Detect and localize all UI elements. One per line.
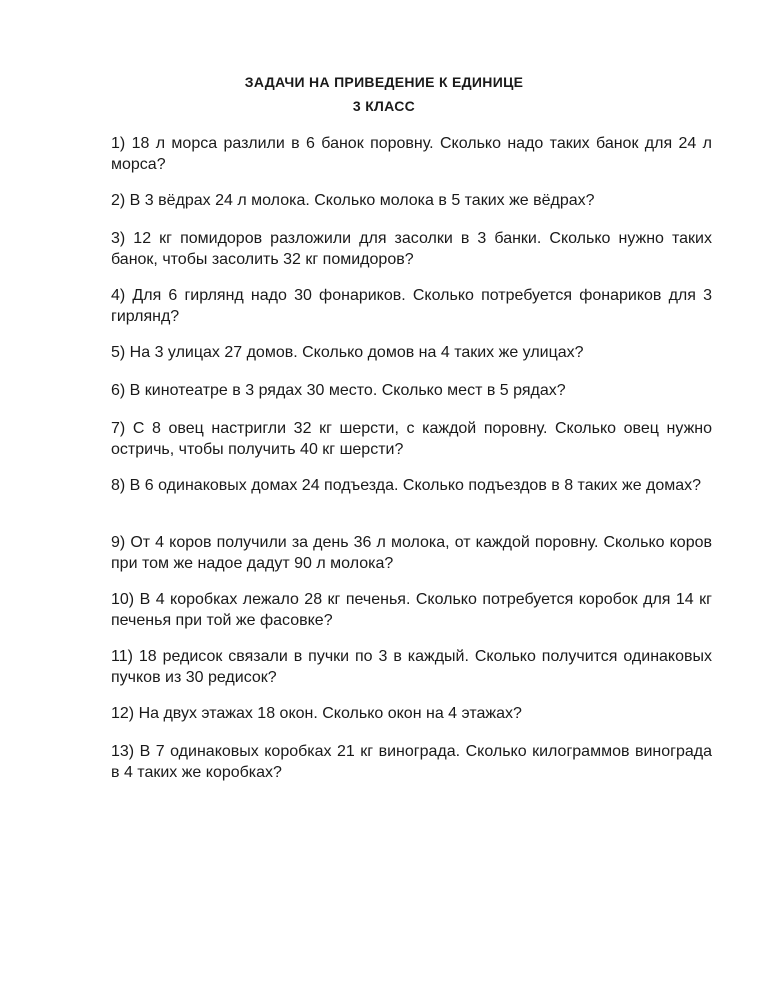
task-7: 7) С 8 овец настригли 32 кг шерсти, с каждой поровну. Сколько овец нужно остричь, чтобы получить 40 кг шерсти? [111,420,712,458]
task-10: 10) В 4 коробках лежало 28 кг печенья. Сколько потребуется коробок для 14 кг печенья при той же фасовке? [111,591,712,629]
task-9: 9) От 4 коров получили за день 36 л молока, от каждой поровну. Сколько коров при том же надое дадут 90 л молока? [111,534,712,572]
page-subtitle: 3 КЛАСС [352,98,416,114]
task-11: 11) 18 редисок связали в пучки по 3 в каждый. Сколько получится одинаковых пучков из 30 редисок? [111,648,712,686]
task-4: 4) Для 6 гирлянд надо 30 фонариков. Сколько потребуется фонариков для 3 гирлянд? [111,287,712,325]
task-12: 12) На двух этажах 18 окон. Сколько окон на 4 этажах? [111,705,522,722]
page-title: ЗАДАЧИ НА ПРИВЕДЕНИЕ К ЕДИНИЦЕ [244,74,524,90]
task-13: 13) В 7 одинаковых коробках 21 кг винограда. Сколько килограммов винограда в 4 таких же коробках? [111,743,712,781]
task-6: 6) В кинотеатре в 3 рядах 30 место. Сколько мест в 5 рядах? [111,382,566,399]
task-3: 3) 12 кг помидоров разложили для засолки в 3 банки. Сколько нужно таких банок, чтобы засолить 32 кг помидоров? [111,230,712,268]
task-5: 5) На 3 улицах 27 домов. Сколько домов на 4 таких же улицах? [111,344,584,361]
task-8: 8) В 6 одинаковых домах 24 подъезда. Сколько подъездов в 8 таких же домах? [111,477,702,494]
task-1: 1) 18 л морса разлили в 6 банок поровну. Сколько надо таких банок для 24 л морса? [111,135,712,173]
task-2: 2) В 3 вёдрах 24 л молока. Сколько молока в 5 таких же вёдрах? [111,192,595,209]
